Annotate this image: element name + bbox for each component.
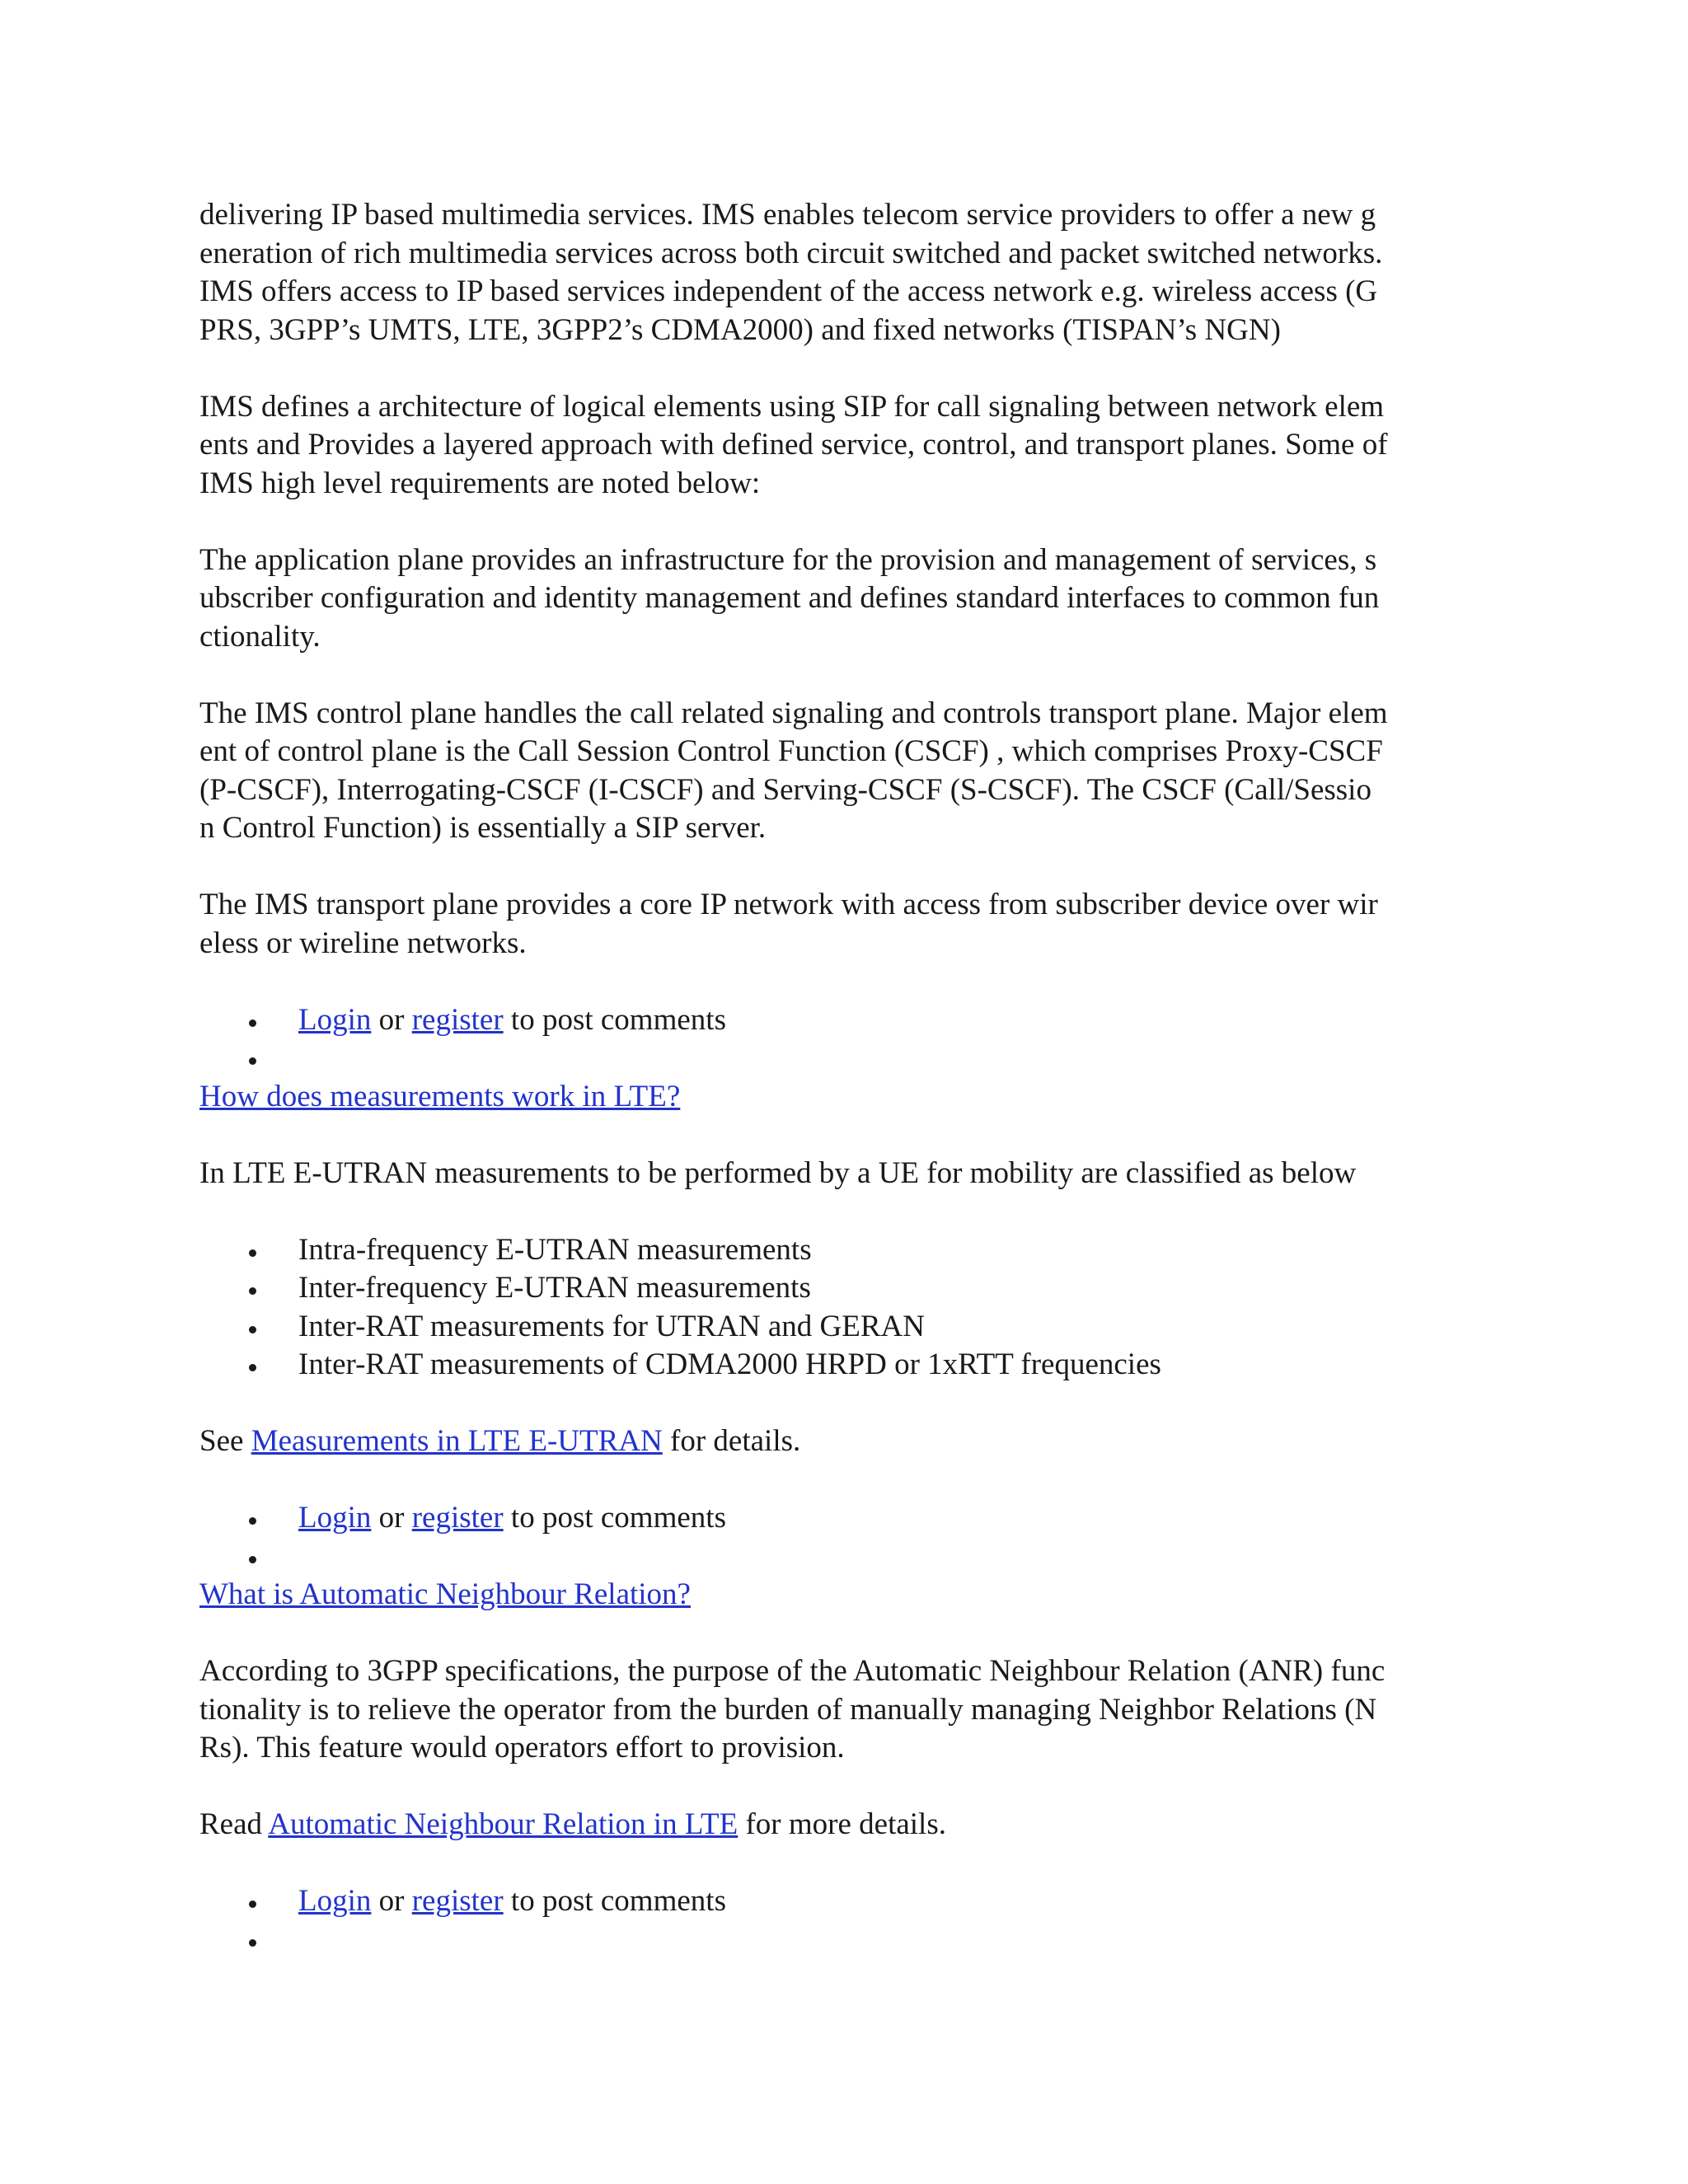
intro-paragraph-1: delivering IP based multimedia services. IMS enables telecom service providers to offer a new g eneration of rich multimedia services across both circuit switched and packet switched networks. IMS offers access to IP based services independent of the access network e.g. wireless access (G PRS, 3GPP’s UMTS, LTE, 3GPP2’s CDMA2000) and fixed networks (TISPAN’s NGN) (199, 198, 1383, 347)
post-comments-text: to post comments (510, 1002, 726, 1037)
list-item: Inter-RAT measurements for UTRAN and GERAN (199, 1308, 1493, 1347)
measurements-lte-link[interactable]: Measurements in LTE E-UTRAN (251, 1424, 663, 1458)
or-text: or (378, 1002, 405, 1037)
or-text: or (378, 1884, 405, 1918)
read-prefix: Read (199, 1807, 263, 1841)
control-plane-paragraph: The IMS control plane handles the call related signaling and controls transport plane. Major elem ent of control plane is the Call Session Control Function (CSCF) , which comprises Proxy-CSCF (P-CSCF), Interrogating-CSCF (I-CSCF) and Serving-CSCF (S-CSCF). The CSCF (Call/Sessio n Control Function) is essentially a SIP server. (199, 696, 1388, 845)
intro-paragraph-2: IMS defines a architecture of logical elements using SIP for call signaling between network elem ents and Provides a layered approach with defined service, control, and transport planes. Some of IMS high level requirements are noted below: (199, 389, 1388, 500)
list-item: Inter-RAT measurements of CDMA2000 HRPD or 1xRTT frequencies (199, 1346, 1493, 1385)
application-plane-paragraph: The application plane provides an infrastructure for the provision and management of services, s ubscriber configuration and identity management and defines standard interfaces to common fun ctionality. (199, 542, 1380, 654)
login-link[interactable]: Login (298, 1501, 372, 1535)
post-comments-text: to post comments (510, 1884, 726, 1918)
read-details-line (199, 1806, 1493, 1844)
register-link[interactable]: register (411, 1002, 504, 1037)
comment-links-list-3 (199, 1882, 1493, 1959)
list-item (199, 1039, 1493, 1078)
anr-heading-link[interactable]: What is Automatic Neighbour Relation? (199, 1577, 691, 1611)
anr-paragraph: According to 3GPP specifications, the purpose of the Automatic Neighbour Relation (ANR) func tionality is to relieve the operator from the burden of manually managing Neighbor Relations (N Rs). This feature would operators effort to provision. (199, 1654, 1386, 1765)
register-link[interactable]: register (411, 1501, 504, 1535)
see-prefix: See (199, 1424, 244, 1458)
measurement-types-list (199, 1231, 1493, 1385)
read-suffix: for more details. (745, 1807, 946, 1841)
list-item (199, 1538, 1493, 1577)
register-link[interactable]: register (411, 1884, 504, 1918)
login-link[interactable]: Login (298, 1884, 372, 1918)
comment-links-list-2 (199, 1499, 1493, 1576)
list-item (199, 1001, 1493, 1040)
list-item: Inter-frequency E-UTRAN measurements (199, 1269, 1493, 1308)
see-details-line (199, 1422, 1493, 1461)
see-suffix: for details. (670, 1424, 801, 1458)
or-text: or (378, 1501, 405, 1535)
login-link[interactable]: Login (298, 1002, 372, 1037)
document-page (199, 196, 1493, 1959)
list-item (199, 1499, 1493, 1538)
anr-lte-link[interactable]: Automatic Neighbour Relation in LTE (268, 1807, 738, 1841)
lte-measurements-heading-link[interactable]: How does measurements work in LTE? (199, 1079, 681, 1113)
transport-plane-paragraph: The IMS transport plane provides a core IP network with access from subscriber device over wir eless or wireline networks. (199, 888, 1378, 960)
lte-measurements-intro: In LTE E-UTRAN measurements to be performed by a UE for mobility are classified as below (199, 1155, 1357, 1190)
post-comments-text: to post comments (510, 1501, 726, 1535)
list-item (199, 1882, 1493, 1921)
list-item (199, 1921, 1493, 1960)
list-item: Intra-frequency E-UTRAN measurements (199, 1231, 1493, 1270)
comment-links-list-1 (199, 1001, 1493, 1078)
